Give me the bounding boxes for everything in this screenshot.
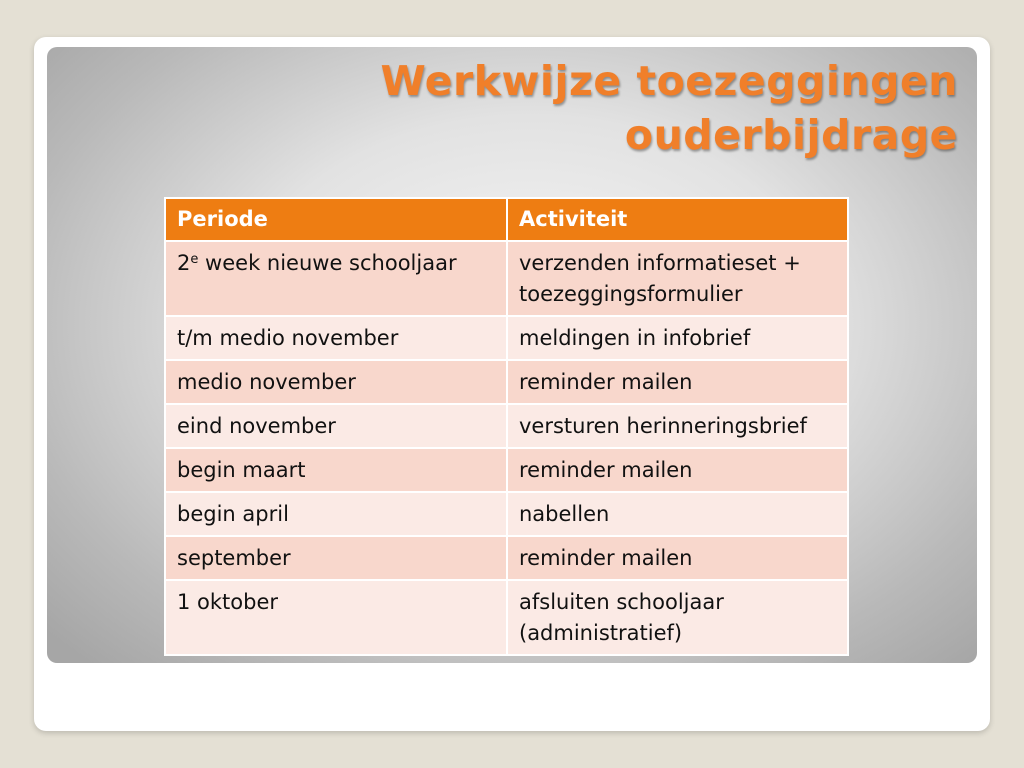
- table-row: [165, 360, 848, 404]
- cell-activiteit: verzenden informatieset + toezeggingsformulier: [507, 241, 848, 316]
- slide-title-line-1: Werkwijze toezeggingen: [380, 57, 958, 105]
- table-row: [165, 536, 848, 580]
- cell-periode: eind november: [165, 404, 507, 448]
- table-header-row: [165, 198, 848, 241]
- cell-activiteit: reminder mailen: [507, 536, 848, 580]
- cell-activiteit: nabellen: [507, 492, 848, 536]
- cell-activiteit: meldingen in infobrief: [507, 316, 848, 360]
- schedule-table: [164, 197, 849, 656]
- table-row: [165, 580, 848, 655]
- cell-periode-number: 2: [177, 251, 191, 275]
- cell-periode: begin maart: [165, 448, 507, 492]
- table-row: [165, 404, 848, 448]
- slide-title-line-2: ouderbijdrage: [624, 111, 958, 159]
- cell-periode: medio november: [165, 360, 507, 404]
- cell-periode-superscript: e: [190, 252, 199, 267]
- column-header-periode: Periode: [165, 198, 507, 241]
- slide-title: [380, 54, 958, 162]
- cell-periode: september: [165, 536, 507, 580]
- cell-periode: [165, 241, 507, 316]
- column-header-activiteit: Activiteit: [507, 198, 848, 241]
- cell-periode: 1 oktober: [165, 580, 507, 655]
- cell-periode: t/m medio november: [165, 316, 507, 360]
- table-row: [165, 316, 848, 360]
- table-row: [165, 492, 848, 536]
- cell-activiteit: reminder mailen: [507, 448, 848, 492]
- cell-periode-text: week nieuwe schooljaar: [198, 251, 457, 275]
- cell-activiteit: reminder mailen: [507, 360, 848, 404]
- cell-periode: begin april: [165, 492, 507, 536]
- table-row: [165, 241, 848, 316]
- table-row: [165, 448, 848, 492]
- cell-activiteit: versturen herinneringsbrief: [507, 404, 848, 448]
- cell-activiteit: afsluiten schooljaar (administratief): [507, 580, 848, 655]
